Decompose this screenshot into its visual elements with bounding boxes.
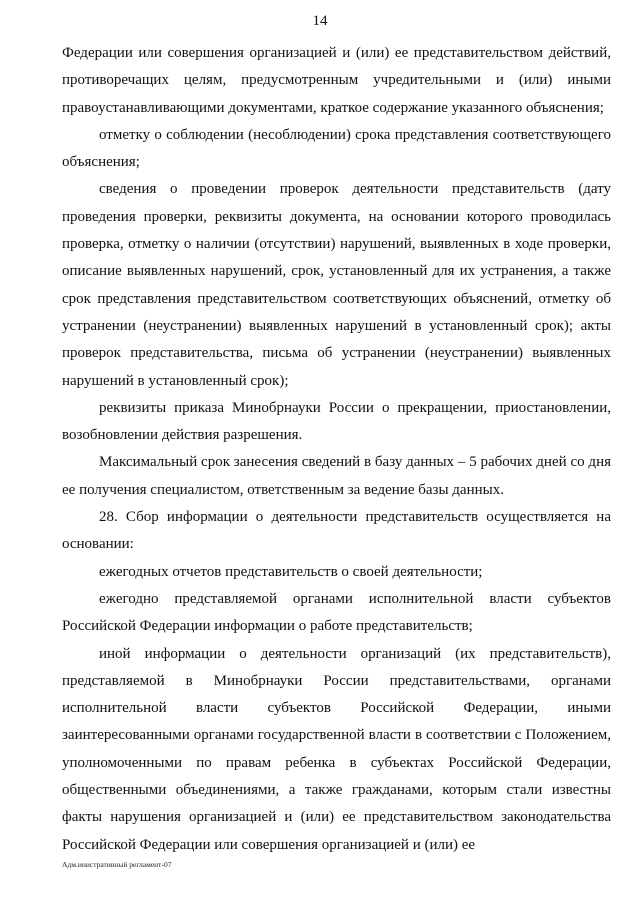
- paragraph: ежегодно представляемой органами исполнительной власти субъектов Российской Федерации информации о работе представительств;: [62, 590, 611, 635]
- paragraph: 28. Сбор информации о деятельности представительств осуществляется на основании:: [62, 509, 611, 553]
- paragraph: Максимальный срок занесения сведений в базу данных – 5 рабочих дней со дня ее получения специалистом, ответственным за ведение базы данных.: [62, 454, 611, 498]
- page-number: 14: [312, 13, 328, 29]
- footer-doc-id: Адм.инистративный регламент-07: [62, 860, 172, 869]
- paragraph: ежегодных отчетов представительств о своей деятельности;: [99, 563, 483, 580]
- paragraph: реквизиты приказа Минобрнауки России о прекращении, приостановлении, возобновлении действия разрешения.: [62, 399, 611, 444]
- paragraph: Федерации или совершения организацией и (или) ее представительством действий, противоречащих целям, предусмотренным учредительными и (или) иными правоустанавливающими документами, краткое содержание указанного объяснения;: [62, 45, 611, 116]
- document-body: [62, 40, 611, 859]
- paragraph: отметку о соблюдении (несоблюдении) срока представления соответствующего объяснения;: [62, 126, 611, 171]
- paragraph: сведения о проведении проверок деятельности представительств (дату проведения проверки, реквизиты документа, на основании которого проводилась проверка, отметку о наличии (отсутствии) нарушений, выявленных в ходе проверки, описание выявленных нарушений, срок, установленный для их устранения, а также срок представления представительством соответствующих объяснений, отметку об устранении (неустранении) выявленных нарушений в установленный срок); акты проверок представительства, письма об устранении (неустранении) выявленных нарушений в установленный срок);: [62, 181, 611, 389]
- paragraph: иной информации о деятельности организаций (их представительств), представляемой в Минобрнауки России представительствами, органами исполнительной власти субъектов Российской Федерации, иными заинтересованными органами государственной власти в соответствии с Положением, уполномоченными по правам ребенка в субъектах Российской Федерации, общественными объединениями, а также гражданами, которым стали известны факты нарушения организацией и (или) ее представительством законодательства Российской Федерации или совершения организацией и (или) ее: [62, 645, 611, 853]
